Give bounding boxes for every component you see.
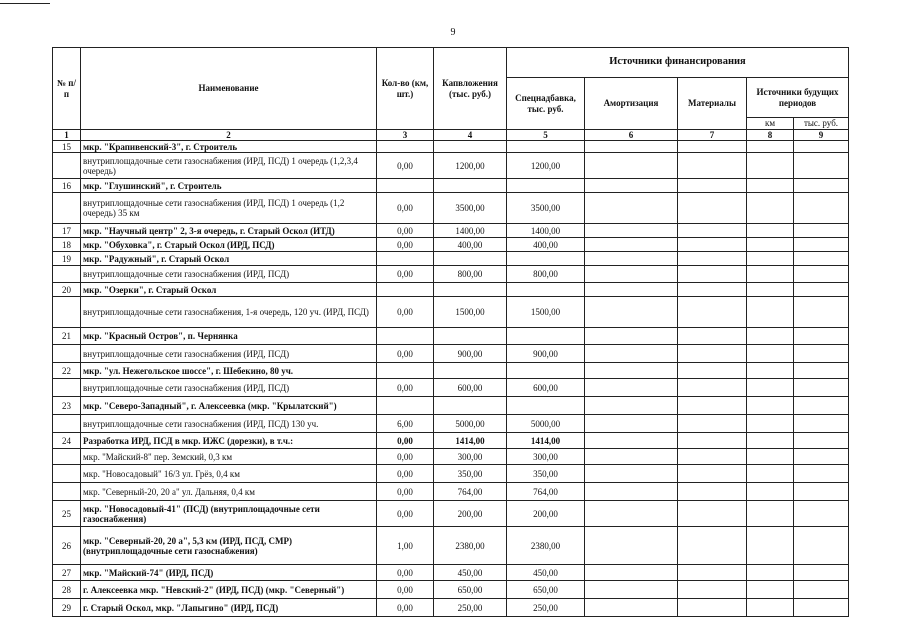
row-invest [434,328,507,345]
row-amortization [585,449,678,465]
row-amortization [585,153,678,179]
row-materials [678,449,747,465]
table-row [53,283,849,297]
row-invest: 900,00 [434,345,507,363]
row-future-rub [794,379,849,397]
row-number: 27 [53,565,81,581]
row-qty: 0,00 [377,433,434,449]
table-row [53,415,849,433]
header-rub: тыс. руб. [794,118,849,130]
table-row [53,345,849,363]
row-qty: 0,00 [377,483,434,501]
table-row [53,565,849,581]
row-amortization [585,328,678,345]
row-future-rub [794,283,849,297]
header-name: Наименование [81,48,377,130]
row-special: 1500,00 [507,297,585,328]
table-body [53,130,849,617]
row-future-rub [794,483,849,501]
row-invest: 650,00 [434,581,507,599]
row-future-km [747,449,794,465]
row-amortization [585,433,678,449]
row-invest [434,179,507,193]
row-invest: 800,00 [434,266,507,283]
row-qty: 0,00 [377,238,434,252]
row-future-km [747,501,794,527]
row-future-km [747,252,794,266]
row-name: мкр. "Майский-74" (ИРД, ПСД) [81,565,377,581]
header-materials: Материалы [678,78,747,130]
row-qty: 0,00 [377,379,434,397]
row-special: 250,00 [507,599,585,617]
row-special: 400,00 [507,238,585,252]
row-name: мкр. "Северный-20, 20 а", 5,3 км (ИРД, ПСД, СМР) (внутриплощадочные сети газоснабжения) [81,527,377,565]
table-row [53,179,849,193]
column-number: 5 [507,130,585,141]
row-materials [678,465,747,483]
row-materials [678,193,747,224]
row-number [53,345,81,363]
row-special [507,363,585,379]
column-number: 2 [81,130,377,141]
row-future-km [747,465,794,483]
row-materials [678,266,747,283]
row-amortization [585,415,678,433]
row-materials [678,379,747,397]
row-future-km [747,283,794,297]
row-future-km [747,483,794,501]
row-invest [434,252,507,266]
row-special: 300,00 [507,449,585,465]
row-special [507,397,585,415]
header-funding-group: Источники финансирования [507,48,849,78]
row-qty: 0,00 [377,599,434,617]
row-number [53,153,81,179]
column-number: 3 [377,130,434,141]
row-qty: 0,00 [377,266,434,283]
table-row [53,238,849,252]
row-name: мкр. "Северо-Западный", г. Алексеевка (мкр. "Крылатский") [81,397,377,415]
row-invest: 350,00 [434,465,507,483]
row-future-rub [794,565,849,581]
row-amortization [585,224,678,238]
row-number [53,266,81,283]
row-materials [678,252,747,266]
row-future-km [747,328,794,345]
row-invest: 450,00 [434,565,507,581]
row-future-km [747,193,794,224]
row-invest: 200,00 [434,501,507,527]
table-row [53,449,849,465]
header-amortization: Амортизация [585,78,678,130]
row-name: мкр. "Научный центр" 2, 3-я очередь, г. Старый Оскол (ИТД) [81,224,377,238]
row-qty: 0,00 [377,565,434,581]
table-row [53,193,849,224]
header-future: Источники будущих периодов [747,78,849,118]
row-name: мкр. "Обуховка", г. Старый Оскол (ИРД, ПСД) [81,238,377,252]
row-name: внутриплощадочные сети газоснабжения, 1-я очередь, 120 уч. (ИРД, ПСД) [81,297,377,328]
row-amortization [585,193,678,224]
row-name: мкр. "Глушинский", г. Строитель [81,179,377,193]
row-future-km [747,599,794,617]
row-materials [678,328,747,345]
row-name: мкр. "Крапивенский-3", г. Строитель [81,141,377,153]
row-materials [678,415,747,433]
row-materials [678,565,747,581]
row-name: г. Старый Оскол, мкр. "Лапыгино" (ИРД, ПСД) [81,599,377,617]
row-name: мкр. "Майский-8" пер. Земский, 0,3 км [81,449,377,465]
row-amortization [585,179,678,193]
row-materials [678,153,747,179]
row-future-rub [794,599,849,617]
table-row [53,224,849,238]
row-invest: 600,00 [434,379,507,397]
row-name: внутриплощадочные сети газоснабжения (ИРД, ПСД) 130 уч. [81,415,377,433]
row-name: мкр. "Новосадовый-41" (ПСД) (внутриплощадочные сети газоснабжения) [81,501,377,527]
row-invest [434,363,507,379]
row-future-rub [794,193,849,224]
row-number: 17 [53,224,81,238]
row-qty: 0,00 [377,501,434,527]
table-row [53,297,849,328]
row-special: 5000,00 [507,415,585,433]
row-future-km [747,224,794,238]
row-name: г. Алексеевка мкр. "Невский-2" (ИРД, ПСД) (мкр. "Северный") [81,581,377,599]
row-amortization [585,483,678,501]
row-future-rub [794,501,849,527]
row-future-km [747,565,794,581]
row-invest [434,141,507,153]
row-future-rub [794,527,849,565]
row-invest: 300,00 [434,449,507,465]
row-future-rub [794,297,849,328]
row-future-rub [794,397,849,415]
page-number: 9 [450,27,456,38]
row-number: 22 [53,363,81,379]
row-future-rub [794,449,849,465]
row-qty: 0,00 [377,193,434,224]
table-row [53,141,849,153]
row-special: 450,00 [507,565,585,581]
row-future-km [747,379,794,397]
row-materials [678,581,747,599]
table-row [53,527,849,565]
row-future-rub [794,328,849,345]
row-special: 3500,00 [507,193,585,224]
row-invest [434,397,507,415]
row-name: Разработка ИРД, ПСД в мкр. ИЖС (дорезки), в т.ч.: [81,433,377,449]
row-qty: 0,00 [377,449,434,465]
row-special: 200,00 [507,501,585,527]
row-number: 28 [53,581,81,599]
table-row [53,599,849,617]
header-qty: Кол-во (км, шт.) [377,48,434,130]
row-materials [678,527,747,565]
row-special: 900,00 [507,345,585,363]
row-qty: 6,00 [377,415,434,433]
row-future-km [747,433,794,449]
column-number: 6 [585,130,678,141]
row-number: 24 [53,433,81,449]
table-row [53,153,849,179]
row-materials [678,397,747,415]
row-name: мкр. "ул. Нежегольское шоссе", г. Шебекино, 80 уч. [81,363,377,379]
row-amortization [585,397,678,415]
header-no: № п/п [53,48,81,130]
row-future-km [747,238,794,252]
row-special: 800,00 [507,266,585,283]
row-invest [434,283,507,297]
row-name: внутриплощадочные сети газоснабжения (ИРД, ПСД) 1 очередь (1,2,3,4 очередь) [81,153,377,179]
table-row [53,328,849,345]
row-amortization [585,252,678,266]
row-invest: 3500,00 [434,193,507,224]
row-special: 2380,00 [507,527,585,565]
row-materials [678,501,747,527]
row-number [53,379,81,397]
row-name: внутриплощадочные сети газоснабжения (ИРД, ПСД) [81,379,377,397]
row-future-km [747,141,794,153]
table-row [53,581,849,599]
column-number: 1 [53,130,81,141]
row-name: мкр. "Красный Остров", п. Чернянка [81,328,377,345]
row-number: 29 [53,599,81,617]
row-invest: 1200,00 [434,153,507,179]
row-future-km [747,179,794,193]
row-materials [678,297,747,328]
row-number: 16 [53,179,81,193]
row-number: 25 [53,501,81,527]
row-invest: 764,00 [434,483,507,501]
row-future-km [747,266,794,283]
row-materials [678,283,747,297]
row-materials [678,179,747,193]
row-special: 1400,00 [507,224,585,238]
row-qty [377,363,434,379]
row-number [53,193,81,224]
row-materials [678,141,747,153]
row-amortization [585,599,678,617]
row-future-rub [794,581,849,599]
row-number [53,449,81,465]
row-special: 350,00 [507,465,585,483]
row-number [53,297,81,328]
row-future-rub [794,153,849,179]
row-number [53,415,81,433]
row-name: мкр. "Радужный", г. Старый Оскол [81,252,377,266]
row-invest: 2380,00 [434,527,507,565]
row-amortization [585,581,678,599]
row-amortization [585,283,678,297]
row-invest: 400,00 [434,238,507,252]
row-materials [678,483,747,501]
column-number: 9 [794,130,849,141]
row-number: 20 [53,283,81,297]
row-invest: 1500,00 [434,297,507,328]
row-future-km [747,397,794,415]
column-number-row [53,130,849,141]
row-special [507,179,585,193]
row-amortization [585,379,678,397]
row-materials [678,238,747,252]
row-future-rub [794,238,849,252]
row-qty: 0,00 [377,581,434,599]
row-future-km [747,415,794,433]
table-row [53,433,849,449]
row-amortization [585,238,678,252]
row-qty [377,252,434,266]
header-km: км [747,118,794,130]
row-future-rub [794,179,849,193]
row-materials [678,224,747,238]
row-qty: 0,00 [377,297,434,328]
column-number: 8 [747,130,794,141]
row-future-rub [794,266,849,283]
row-future-rub [794,363,849,379]
row-number: 21 [53,328,81,345]
row-name: мкр. "Северный-20, 20 а" ул. Дальняя, 0,4 км [81,483,377,501]
header-special: Спецнадбавка, тыс. руб. [507,78,585,130]
table-row [53,252,849,266]
row-amortization [585,465,678,483]
row-future-rub [794,465,849,483]
row-qty [377,328,434,345]
row-qty [377,397,434,415]
row-number [53,483,81,501]
row-amortization [585,527,678,565]
row-materials [678,345,747,363]
row-qty [377,141,434,153]
row-future-km [747,345,794,363]
row-future-km [747,363,794,379]
row-name: мкр. "Озерки", г. Старый Оскол [81,283,377,297]
table-row [53,501,849,527]
row-amortization [585,141,678,153]
row-number: 15 [53,141,81,153]
row-qty: 0,00 [377,153,434,179]
row-number [53,465,81,483]
row-future-km [747,527,794,565]
row-special [507,252,585,266]
row-qty: 1,00 [377,527,434,565]
row-invest: 5000,00 [434,415,507,433]
row-future-km [747,153,794,179]
row-number: 18 [53,238,81,252]
row-number: 23 [53,397,81,415]
funding-table [52,47,849,617]
row-special [507,328,585,345]
column-number: 7 [678,130,747,141]
row-special [507,141,585,153]
row-future-rub [794,252,849,266]
row-number: 26 [53,527,81,565]
row-special: 764,00 [507,483,585,501]
row-name: внутриплощадочные сети газоснабжения (ИРД, ПСД) 1 очередь (1,2 очередь) 35 км [81,193,377,224]
table-row [53,363,849,379]
row-special [507,283,585,297]
row-name: мкр. "Новосадовый" 16/3 ул. Грёз, 0,4 км [81,465,377,483]
row-number: 19 [53,252,81,266]
row-qty: 0,00 [377,465,434,483]
row-future-rub [794,345,849,363]
row-amortization [585,363,678,379]
table-row [53,483,849,501]
row-future-rub [794,415,849,433]
row-name: внутриплощадочные сети газоснабжения (ИРД, ПСД) [81,266,377,283]
table-row [53,465,849,483]
row-materials [678,599,747,617]
table-row [53,266,849,283]
row-invest: 250,00 [434,599,507,617]
table-row [53,397,849,415]
row-name: внутриплощадочные сети газоснабжения (ИРД, ПСД) [81,345,377,363]
row-qty [377,179,434,193]
row-materials [678,433,747,449]
row-amortization [585,266,678,283]
row-amortization [585,345,678,363]
row-invest: 1414,00 [434,433,507,449]
column-number: 4 [434,130,507,141]
row-amortization [585,297,678,328]
table-row [53,379,849,397]
top-rule [0,3,50,4]
row-future-rub [794,224,849,238]
row-qty: 0,00 [377,345,434,363]
row-special: 650,00 [507,581,585,599]
row-materials [678,363,747,379]
row-special: 1414,00 [507,433,585,449]
row-qty: 0,00 [377,224,434,238]
header-invest: Капвложения (тыс. руб.) [434,48,507,130]
row-amortization [585,501,678,527]
row-amortization [585,565,678,581]
row-future-km [747,581,794,599]
row-future-km [747,297,794,328]
row-future-rub [794,141,849,153]
row-special: 600,00 [507,379,585,397]
row-qty [377,283,434,297]
row-future-rub [794,433,849,449]
row-invest: 1400,00 [434,224,507,238]
row-special: 1200,00 [507,153,585,179]
